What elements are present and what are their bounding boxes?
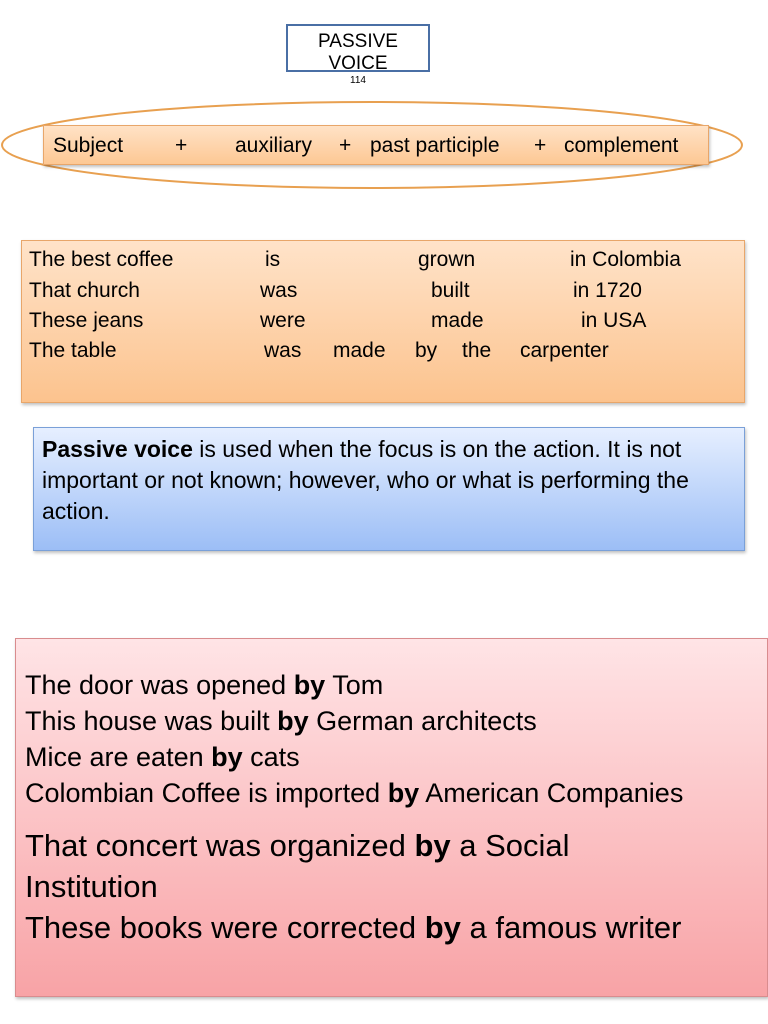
example-subject: The best coffee [29,248,174,271]
example-complement: carpenter [520,339,609,362]
by-example-line [25,703,767,739]
example-row [22,276,744,306]
by-keyword: by [424,910,461,945]
definition-box [33,427,745,551]
by-example-before: Mice are eaten [25,742,212,772]
by-example-before: These books were corrected [25,910,425,945]
formula-plus: + [339,134,352,157]
example-row [22,336,744,366]
by-example-after: German architects [308,706,537,736]
title-box [286,24,430,86]
by-example-line [25,667,767,703]
formula-complement: complement [564,134,679,157]
by-keyword: by [293,670,326,700]
example-row [22,245,744,275]
example-complement: in Colombia [570,248,681,271]
example-complement: in USA [581,309,647,332]
examples-box [21,240,745,403]
formula-plus: + [175,134,188,157]
formula-past-participle: past participle [370,134,500,157]
example-participle: made [431,309,484,332]
example-the: the [462,339,492,362]
formula-box [43,125,709,165]
by-keyword: by [277,706,309,736]
example-aux: was [264,339,302,362]
by-example-before: The door was opened [25,670,294,700]
by-example-after: a famous writer [460,910,682,945]
by-example-after: cats [242,742,300,772]
example-by: by [415,339,438,362]
definition-text: is used when the focus is on the action. It is not important or not known; however, who or what is performing the action. [42,436,689,524]
example-participle: made [333,339,386,362]
formula-plus: + [534,134,547,157]
example-subject: That church [29,279,140,302]
by-example-after: Tom [325,670,384,700]
by-keyword: by [211,742,243,772]
by-keyword: by [387,778,420,808]
by-example-line [25,907,767,948]
by-example-line [25,739,767,775]
formula-auxiliary: auxiliary [235,134,313,157]
example-row [22,306,744,336]
page-number: 114 [350,75,366,86]
formula-subject: Subject [53,134,124,157]
example-subject: The table [29,339,117,362]
by-example-before: Colombian Coffee is imported [25,778,388,808]
definition-term: Passive voice [42,436,193,462]
by-keyword: by [414,828,451,863]
by-example-line [25,775,767,811]
example-participle: built [431,279,470,302]
by-example-line [25,825,645,907]
page-title: PASSIVE VOICE [318,31,398,74]
by-example-after: American Companies [419,778,684,808]
example-participle: grown [418,248,476,271]
example-aux: was [260,279,298,302]
example-subject: These jeans [29,309,144,332]
example-aux: is [265,248,281,271]
by-examples-box [15,638,768,997]
by-example-before: That concert was organized [25,828,415,863]
by-example-before: This house was built [25,706,278,736]
by-example-after: a Social Institution [25,828,570,904]
example-complement: in 1720 [573,279,642,302]
example-aux: were [260,309,306,332]
